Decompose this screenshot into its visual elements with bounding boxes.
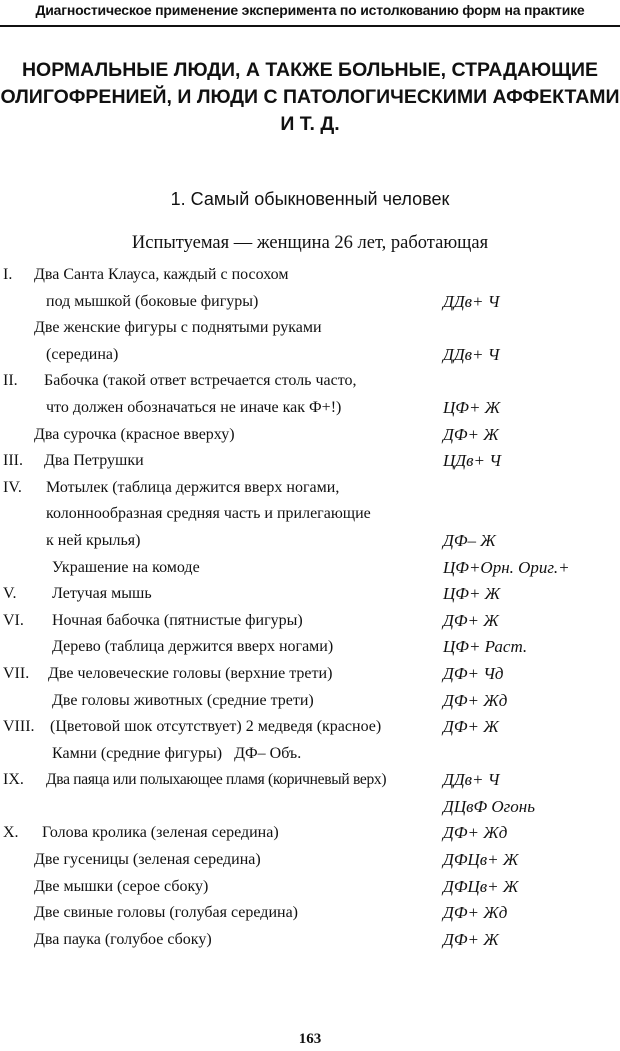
scoring-code: ДФ+ Жд [443,690,508,710]
response-text: Два Петрушки [44,452,144,470]
scoring-code: ДФ+ Ж [443,717,499,737]
response-text: (Цветовой шок отсутствует) 2 медведя (красное) [50,718,382,736]
protocol-row [0,475,620,502]
protocol-row [0,900,620,927]
response-text: под мышкой (боковые фигуры) [46,292,259,310]
response-text: Два Санта Клауса, каждый с посохом [34,266,289,283]
protocol-row [0,528,620,555]
section-subheading: 1. Самый обыкновенный человек [170,189,450,209]
plate-number: III. [3,452,23,470]
response-text: что должен обозначаться не иначе как Ф+!) [46,398,342,416]
protocol-row [0,688,620,715]
running-head: Диагностическое применение эксперимента по истолкованию форм на практике [35,2,585,18]
scoring-code: ЦДв+ Ч [443,451,501,471]
heading-line: ОЛИГОФРЕНИЕЙ, И ЛЮДИ С ПАТОЛОГИЧЕСКИМИ АФФЕКТАМИ [0,86,620,108]
response-text: Дерево (таблица держится вверх ногами) [52,638,334,656]
scoring-code: ДФ+ Жд [443,903,508,923]
protocol-row [0,289,620,316]
scoring-code: ДФЦв+ Ж [443,876,519,896]
protocol-row [0,794,620,821]
protocol-row [0,847,620,874]
protocol-row [0,395,620,422]
plate-number: V. [3,585,17,603]
response-text: Две женские фигуры с поднятыми руками [34,319,322,337]
plate-number: VIII. [3,718,35,736]
response-text-main: Камни (средние фигуры) [52,744,223,762]
protocol-row [0,448,620,475]
response-text: Два паяца или полыхающее пламя (коричневый верх) [46,771,387,789]
response-text: (середина) [46,345,119,363]
plate-number: IV. [3,478,22,496]
scoring-code: ДФ+ Ж [443,929,499,949]
protocol-row [0,874,620,901]
response-text: Два паука (голубое сбоку) [34,930,212,948]
plate-number: VII. [3,664,30,682]
subject-line: Испытуемая — женщина 26 лет, работающая [131,233,489,253]
protocol-row [0,368,620,395]
scoring-code: ДЦвФ Огонь [443,796,535,816]
protocol-row [0,767,620,794]
plate-number: II. [3,372,18,390]
header-rule [0,25,620,27]
scoring-code: ДФ+ Жд [443,823,508,843]
scoring-code: ДФ+ Чд [443,663,504,683]
protocol-row [0,501,620,528]
response-text [52,741,301,768]
protocol-row [0,315,620,342]
response-text: Две гусеницы (зеленая середина) [34,851,261,869]
plate-number: IX. [3,771,24,789]
heading-line: НОРМАЛЬНЫЕ ЛЮДИ, А ТАКЖЕ БОЛЬНЫЕ, СТРАДАЮЩИЕ [21,59,599,81]
scoring-code: ЦФ+ Ж [443,584,501,604]
scoring-code: ДФЦв+ Ж [443,850,519,870]
response-text: Голова кролика (зеленая середина) [42,824,279,842]
protocol-row [0,262,620,289]
protocol-row [0,634,620,661]
protocol-row [0,714,620,741]
scoring-code: ДФ+ Ж [443,610,499,630]
response-text: Летучая мышь [52,585,152,603]
response-text: Две человеческие головы (верхние трети) [48,664,333,682]
response-text: к ней крылья) [46,531,141,549]
protocol-row [0,422,620,449]
scoring-code: ЦФ+Орн. Ориг.+ [443,557,570,577]
scoring-code: ДДв+ Ч [443,770,500,790]
response-text: Украшение на комоде [52,558,200,576]
protocol-row [0,342,620,369]
scoring-code: ДДв+ Ч [443,344,500,364]
response-text: колоннообразная средняя часть и прилегающие [46,505,371,523]
response-text: Две свиные головы (голубая середина) [34,904,298,922]
page-number: 163 [298,1031,322,1047]
protocol-row [0,555,620,582]
plate-number: X. [3,824,19,842]
response-text: Две мышки (серое сбоку) [34,877,209,895]
scoring-code: ДФ+ Ж [443,424,499,444]
plate-number: I. [3,266,13,283]
protocol-row [0,581,620,608]
protocol-row [0,820,620,847]
protocol-row [0,741,620,768]
plate-number: VI. [3,611,24,629]
scoring-code: ДФ– Ж [443,530,496,550]
response-text: Ночная бабочка (пятнистые фигуры) [52,611,303,629]
heading-line: И Т. Д. [280,113,340,135]
chapter-heading [0,57,620,138]
protocol-list [0,262,620,953]
response-text: Бабочка (такой ответ встречается столь часто, [44,372,357,390]
protocol-row [0,661,620,688]
response-text: Два сурочка (красное вверху) [34,425,235,443]
inline-scoring-code: ДФ– Объ. [234,744,302,762]
response-text: Мотылек (таблица держится вверх ногами, [46,478,340,496]
scoring-code: ЦФ+ Ж [443,397,501,417]
protocol-row [0,608,620,635]
scoring-code: ДДв+ Ч [443,291,500,311]
scoring-code: ЦФ+ Раст. [443,637,528,657]
protocol-row [0,927,620,954]
response-text: Две головы животных (средние трети) [52,691,314,709]
